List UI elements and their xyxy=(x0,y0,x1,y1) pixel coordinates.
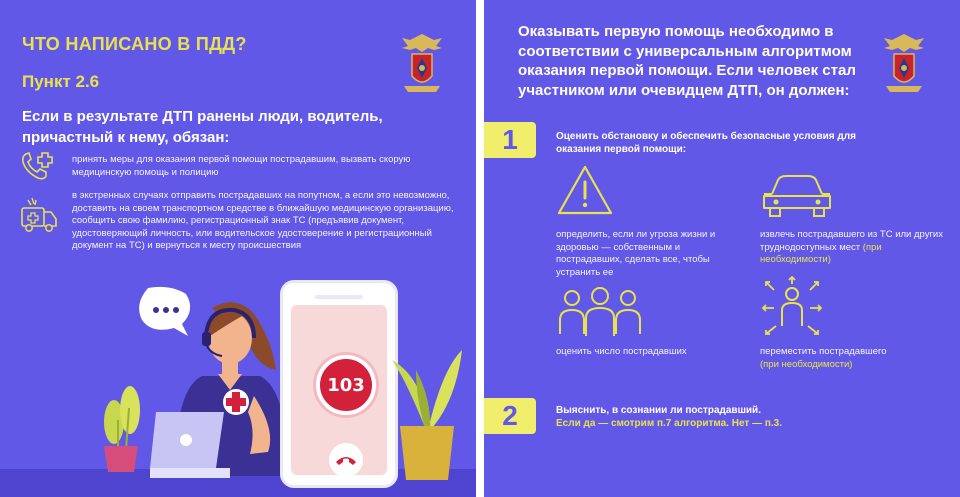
step-number: 1 xyxy=(484,122,536,158)
hang-up-icon xyxy=(329,443,363,477)
move-person-icon xyxy=(760,276,824,340)
obligation-item: в экстренных случаях отправить пострадавших на попутном, а если это невозможно, доставить на своем транспортном средстве в ближайшую медицинскую организацию, сообщить свою фамилию, регистрационный знак ТС (предъявив документ, удостоверяющий личность, или водительское удостоверение и регистрационный документ на ТС) и вернуться к месту происшествия xyxy=(72,190,454,252)
phone-screen xyxy=(291,305,387,475)
algorithm-heading: Оказывать первую помощь необходимо в соответствии с универсальным алгоритмом оказания первой помощи. Если человек стал участником или очевидцем ДТП, он должен: xyxy=(518,23,856,99)
plant-illustration xyxy=(386,320,466,480)
action-text: оценить число пострадавших xyxy=(556,346,687,357)
emergency-number: 103 xyxy=(316,355,376,415)
step-text-note: Если да — смотрим п.7 алгоритма. Нет — п.3. xyxy=(556,418,783,429)
people-icon xyxy=(556,286,644,338)
obligation-heading: Если в результате ДТП ранены люди, водитель, причастный к нему, обязан: xyxy=(22,108,383,146)
police-emblem-icon xyxy=(400,30,444,100)
laptop-illustration xyxy=(150,412,230,478)
obligation-item: принять меры для оказания первой помощи пострадавшим, вызвать скорую медицинскую помощь и полицию xyxy=(72,154,411,178)
step-number: 2 xyxy=(484,398,536,434)
phone-speaker xyxy=(297,295,381,299)
action-text-main: переместить пострадавшего xyxy=(760,346,887,357)
rule-point: Пункт 2.6 xyxy=(22,72,100,91)
step-text-main: Выяснить, в сознании ли пострадавший. xyxy=(556,405,761,416)
action-text: определить, если ли угроза жизни и здоровью — собственным и пострадавших, сделать все, чтобы устранить ее xyxy=(556,229,716,278)
phone-illustration xyxy=(280,280,398,488)
action-text-main: извлечь пострадавшего из ТС или других труднодоступных мест xyxy=(760,229,943,253)
page-title: ЧТО НАПИСАНО В ПДД? xyxy=(22,34,247,54)
police-emblem-icon xyxy=(882,30,926,100)
warning-icon xyxy=(556,164,614,216)
step-text: Оценить обстановку и обеспечить безопасные условия для оказания первой помощи: xyxy=(556,131,856,155)
step-text xyxy=(556,404,886,430)
left-panel xyxy=(0,0,476,497)
action-text xyxy=(760,346,940,371)
car-icon xyxy=(760,172,834,218)
action-text xyxy=(760,229,950,267)
action-note: (при необходимости) xyxy=(760,241,882,266)
ambulance-icon xyxy=(20,196,58,236)
action-note: (при необходимости) xyxy=(760,358,853,370)
phone-plus-icon xyxy=(20,150,54,182)
right-panel xyxy=(484,0,960,497)
